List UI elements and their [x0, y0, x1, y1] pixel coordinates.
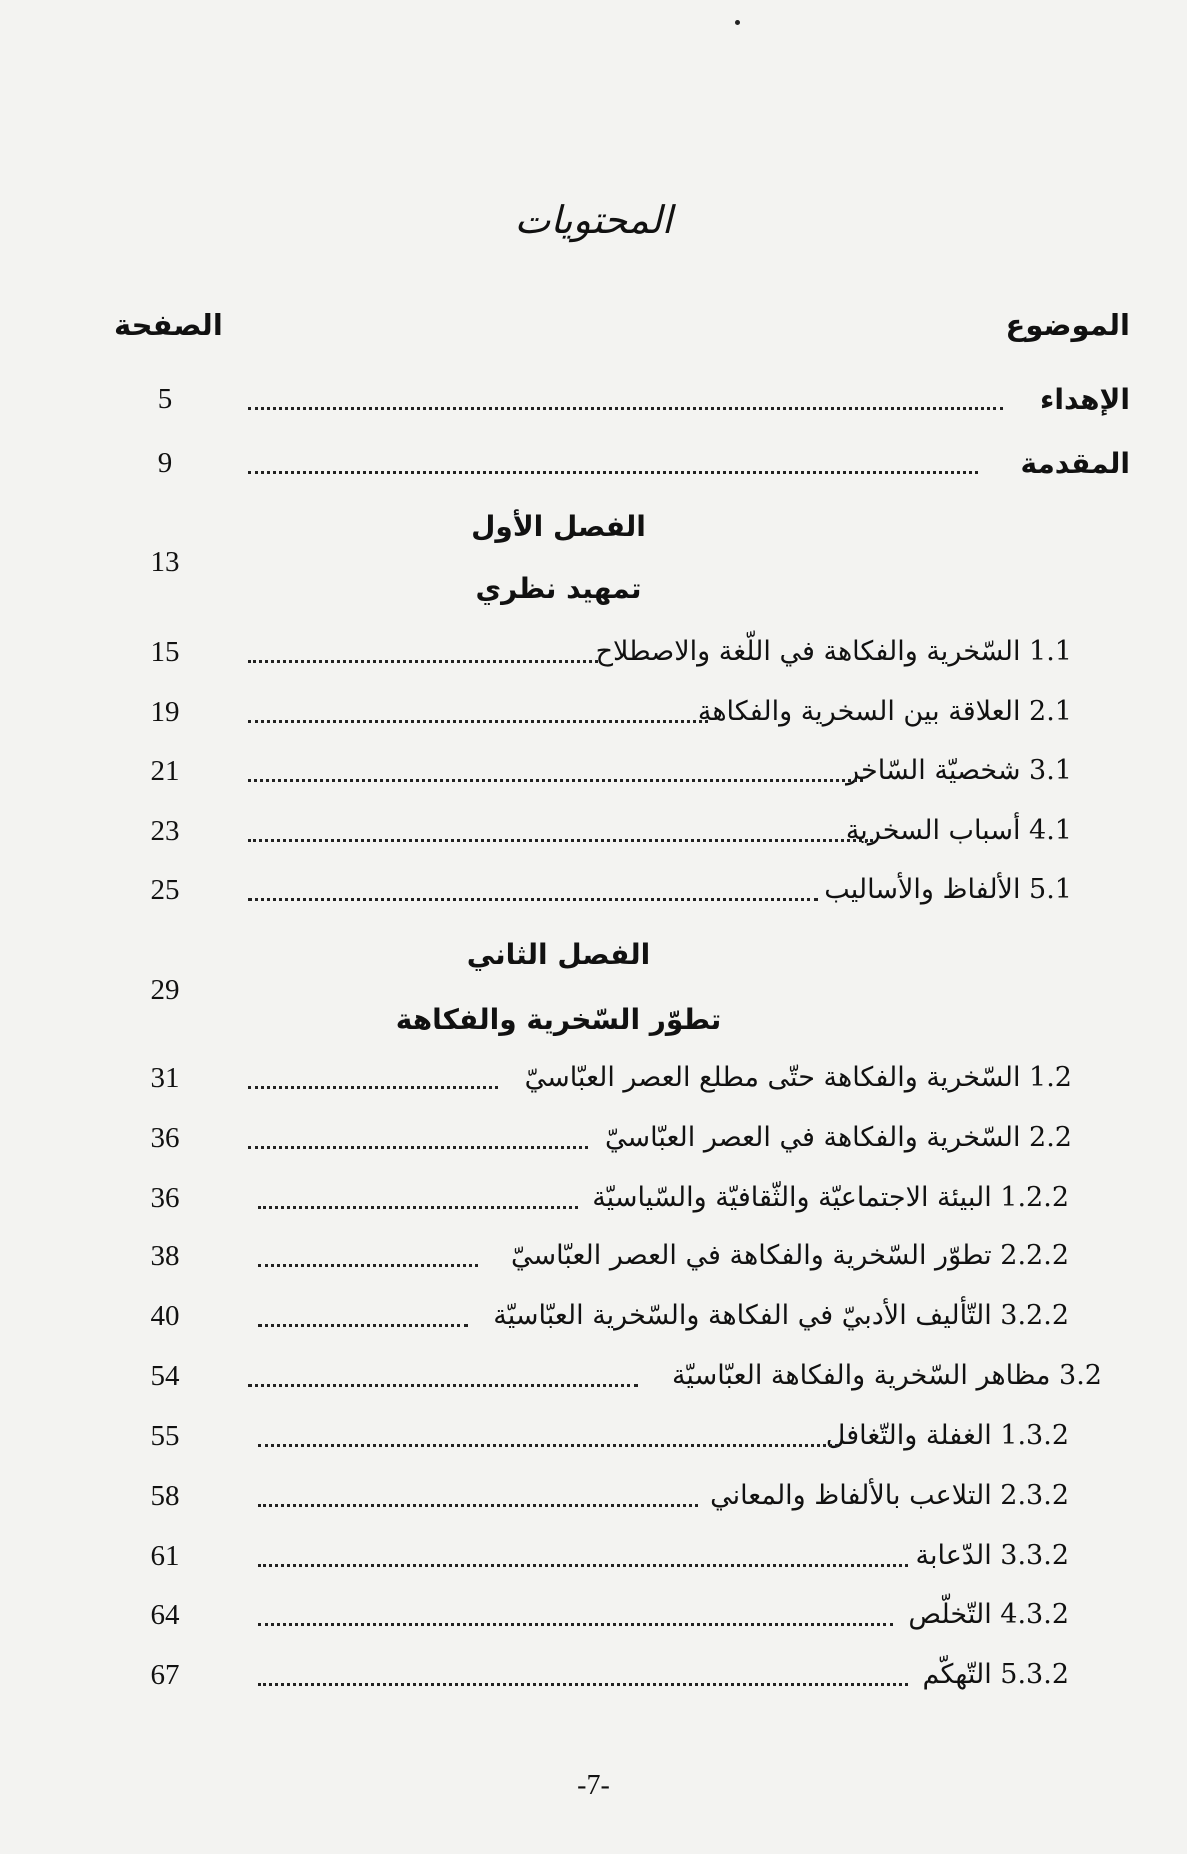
toc-entry[interactable] [0, 874, 1187, 918]
toc-entry[interactable] [0, 1182, 1187, 1226]
leader-dots [258, 1192, 578, 1209]
entry-page: 38 [150, 1240, 180, 1272]
chapter-title: الفصل الأول [471, 510, 646, 543]
entry-page: 31 [150, 1062, 180, 1094]
entry-page: 55 [150, 1420, 180, 1452]
toc-entry[interactable] [0, 1062, 1187, 1106]
entry-label: 3.1 شخصيّة السّاخر [846, 755, 1072, 786]
leader-dots [258, 1550, 908, 1567]
leader-dots [248, 825, 873, 842]
leader-dots [248, 1072, 498, 1089]
toc-entry[interactable] [0, 636, 1187, 680]
toc-entry[interactable] [0, 1122, 1187, 1166]
leader-dots [248, 457, 978, 474]
entry-label: 2.1 العلاقة بين السخرية والفكاهة [697, 696, 1072, 727]
toc-entry[interactable] [0, 1360, 1187, 1404]
entry-label: 2.3.2 التلاعب بالألفاظ والمعاني [710, 1480, 1069, 1511]
page-number: -7- [577, 1770, 610, 1801]
entry-page: 61 [150, 1540, 180, 1572]
toc-entry[interactable] [0, 1420, 1187, 1464]
entry-label: 1.1 السّخرية والفكاهة في اللّغة والاصطلاح [595, 636, 1072, 667]
entry-page: 5 [157, 383, 173, 415]
toc-entry[interactable] [0, 696, 1187, 740]
leader-dots [248, 1370, 638, 1387]
entry-label: المقدمة [1020, 447, 1130, 480]
leader-dots [258, 1430, 838, 1447]
toc-entry[interactable] [0, 815, 1187, 859]
toc-entry[interactable] [0, 1480, 1187, 1524]
leader-dots [248, 884, 818, 901]
toc-entry[interactable] [0, 1300, 1187, 1344]
leader-dots [258, 1609, 893, 1626]
chapter-subtitle: تطوّر السّخرية والفكاهة [395, 1003, 722, 1036]
leader-dots [248, 1132, 588, 1149]
toc-entry[interactable] [0, 755, 1187, 799]
entry-page: 15 [150, 636, 180, 668]
entry-label: 1.3.2 الغفلة والتّغافل [825, 1420, 1069, 1451]
chapter-page: 29 [150, 974, 180, 1006]
leader-dots [258, 1669, 908, 1686]
entry-page: 54 [150, 1360, 180, 1392]
leader-dots [258, 1310, 468, 1327]
header-topic: الموضوع [1005, 308, 1130, 342]
entry-label: 3.3.2 الدّعابة [915, 1540, 1069, 1571]
entry-page: 58 [150, 1480, 180, 1512]
entry-page: 40 [150, 1300, 180, 1332]
entry-label: 2.2.2 تطوّر السّخرية والفكاهة في العصر العبّاسيّ [511, 1240, 1069, 1271]
toc-entry[interactable] [0, 1240, 1187, 1284]
entry-label: 4.3.2 التّخلّص [908, 1599, 1069, 1630]
chapter-subtitle: تمهيد نظري [475, 572, 642, 605]
entry-label: 3.2 مظاهر السّخرية والفكاهة العبّاسيّة [671, 1360, 1102, 1391]
leader-dots [248, 706, 708, 723]
entry-page: 25 [150, 874, 180, 906]
entry-label: 5.3.2 التّهكّم [922, 1659, 1069, 1690]
leader-dots [258, 1490, 698, 1507]
entry-label: 2.2 السّخرية والفكاهة في العصر العبّاسيّ [604, 1122, 1072, 1153]
entry-page: 36 [150, 1182, 180, 1214]
toc-entry[interactable] [0, 383, 1187, 427]
leader-dots [248, 646, 598, 663]
entry-label: 5.1 الألفاظ والأساليب [824, 874, 1072, 905]
entry-page: 19 [150, 696, 180, 728]
entry-page: 36 [150, 1122, 180, 1154]
entry-page: 23 [150, 815, 180, 847]
entry-label: 1.2.2 البيئة الاجتماعيّة والثّقافيّة والسّياسيّة [592, 1182, 1069, 1213]
toc-entry[interactable] [0, 1659, 1187, 1703]
toc-entry[interactable] [0, 1540, 1187, 1584]
entry-label: الإهداء [1040, 383, 1130, 416]
toc-entry[interactable] [0, 1599, 1187, 1643]
leader-dots [248, 393, 1003, 410]
toc-entry[interactable] [0, 447, 1187, 491]
entry-label: 4.1 أسباب السخرية [845, 815, 1072, 846]
chapter-page: 13 [150, 546, 180, 578]
entry-page: 21 [150, 755, 180, 787]
header-page: الصفحة [114, 308, 223, 342]
entry-page: 67 [150, 1659, 180, 1691]
chapter-title: الفصل الثاني [466, 938, 651, 971]
entry-page: 9 [157, 447, 173, 479]
ink-dot [735, 20, 740, 25]
leader-dots [258, 1250, 478, 1267]
entry-label: 3.2.2 التّأليف الأدبيّ في الفكاهة والسّخرية العبّاسيّة [493, 1300, 1069, 1331]
page-title: المحتويات [514, 198, 673, 242]
entry-page: 64 [150, 1599, 180, 1631]
leader-dots [248, 765, 863, 782]
entry-label: 1.2 السّخرية والفكاهة حتّى مطلع العصر العبّاسيّ [524, 1062, 1072, 1093]
